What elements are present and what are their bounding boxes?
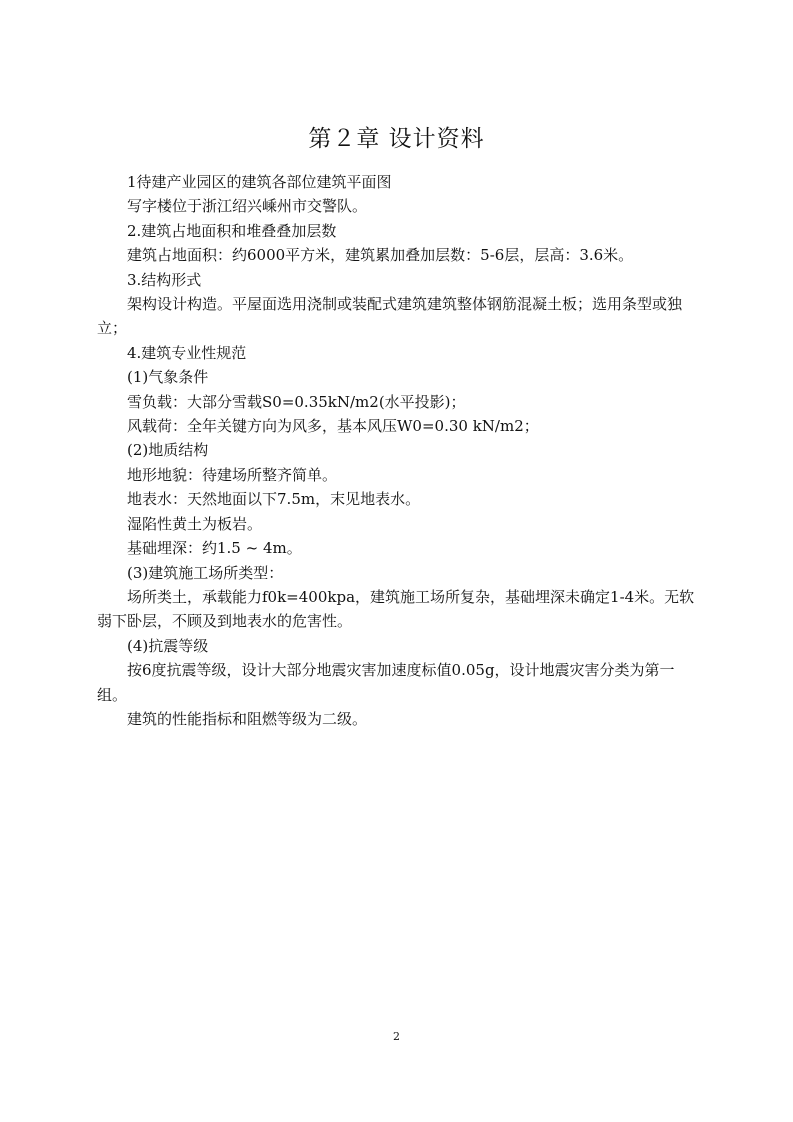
paragraph: 风载荷：全年关键方向为风多，基本风压W0=0.30 kN/m2； <box>127 417 539 436</box>
paragraph: 3.结构形式 <box>127 270 202 289</box>
paragraph: 基础埋深：约1.5 ~ 4m。 <box>127 539 302 558</box>
paragraph: 建筑的性能指标和阻燃等级为二级。 <box>127 709 368 728</box>
paragraph: (4)抗震等级 <box>127 636 209 655</box>
paragraph: (1)气象条件 <box>127 368 209 387</box>
document-body <box>97 170 701 731</box>
paragraph: 湿陷性黄土为板岩。 <box>127 514 263 533</box>
paragraph: 2.建筑占地面积和堆叠叠加层数 <box>127 221 337 240</box>
paragraph: 1待建产业园区的建筑各部位建筑平面图 <box>127 173 392 191</box>
paragraph: 地表水：天然地面以下7.5m，末见地表水。 <box>127 490 421 509</box>
paragraph: (2)地质结构 <box>127 441 209 460</box>
chapter-title: 第２章 设计资料 <box>308 126 485 152</box>
paragraph: 地形地貌：待建场所整齐简单。 <box>127 465 338 484</box>
paragraph: 4.建筑专业性规范 <box>127 343 247 362</box>
page-number: 2 <box>393 1030 400 1043</box>
paragraph: 场所类土，承载能力f0k=400kpa，建筑施工场所复杂，基础埋深未确定1-4米。无软弱下卧层，不顾及到地表水的危害性。 <box>97 587 695 631</box>
paragraph: 按6度抗震等级，设计大部分地震灾害加速度标值0.05g，设计地震灾害分类为第一组。 <box>97 661 675 704</box>
paragraph: (3)建筑施工场所类型： <box>127 563 284 582</box>
paragraph: 架构设计构造。平屋面选用浇制或装配式建筑建筑整体钢筋混凝土板；选用条型或独立； <box>97 295 683 338</box>
paragraph: 写字楼位于浙江绍兴嵊州市交警队。 <box>127 197 368 216</box>
paragraph: 雪负载：大部分雪载S0=0.35kN/m2(水平投影)； <box>127 392 466 411</box>
paragraph: 建筑占地面积：约6000平方米，建筑累加叠加层数：5-6层，层高：3.6米。 <box>127 246 634 265</box>
